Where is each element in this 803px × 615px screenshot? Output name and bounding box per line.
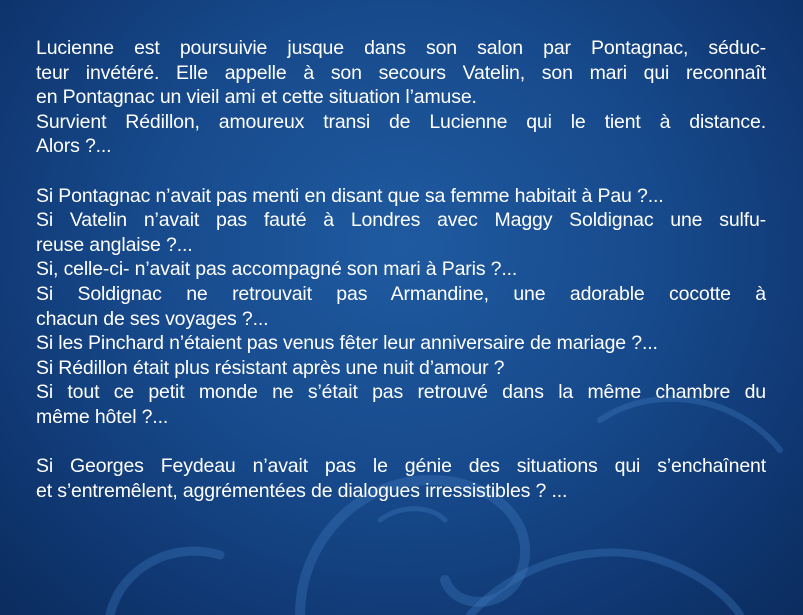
paragraph-conclusion xyxy=(36,454,766,503)
text-line: Si, celle-ci- n’avait pas accompagné son mari à Paris ?... xyxy=(36,258,518,281)
text-line: teur invétéré. Elle appelle à son secours Vatelin, son mari qui reconnaît xyxy=(36,61,766,84)
text-line: Si tout ce petit monde ne s’était pas retrouvé dans la même chambre du xyxy=(36,381,766,404)
text-line: Alors ?... xyxy=(36,135,112,158)
text-line: en Pontagnac un vieil ami et cette situation l’amuse. xyxy=(36,86,477,109)
paragraph-questions xyxy=(36,184,766,430)
swirl-curve xyxy=(470,552,740,615)
text-line: reuse anglaise ?... xyxy=(36,233,193,256)
text-line: Si Rédillon était plus résistant après une nuit d’amour ? xyxy=(36,356,505,379)
swirl-curve xyxy=(380,509,445,520)
text-line: et s’entremêlent, aggrémentées de dialogues irressistibles ? ... xyxy=(36,479,568,502)
paragraph-intro xyxy=(36,36,766,159)
text-line: Si Pontagnac n’avait pas menti en disant que sa femme habitait à Pau ?... xyxy=(36,184,664,207)
swirl-curve xyxy=(110,551,220,615)
text-line: Si les Pinchard n’étaient pas venus fêter leur anniversaire de mariage ?... xyxy=(36,332,658,355)
synopsis-text xyxy=(36,36,766,503)
text-line: même hôtel ?... xyxy=(36,405,169,428)
text-line: Si Soldignac ne retrouvait pas Armandine, une adorable cocotte à xyxy=(36,282,766,305)
text-line: chacun de ses voyages ?... xyxy=(36,307,269,330)
text-line: Si Vatelin n’avait pas fauté à Londres avec Maggy Soldignac une sulfu- xyxy=(36,209,766,232)
paragraph-spacer xyxy=(36,430,766,455)
paragraph-spacer xyxy=(36,159,766,184)
text-line: Lucienne est poursuivie jusque dans son salon par Pontagnac, séduc- xyxy=(36,37,766,59)
text-line: Survient Rédillon, amoureux transi de Lucienne qui le tient à distance. xyxy=(36,110,766,133)
text-line: Si Georges Feydeau n’avait pas le génie des situations qui s’enchaînent xyxy=(36,455,766,478)
